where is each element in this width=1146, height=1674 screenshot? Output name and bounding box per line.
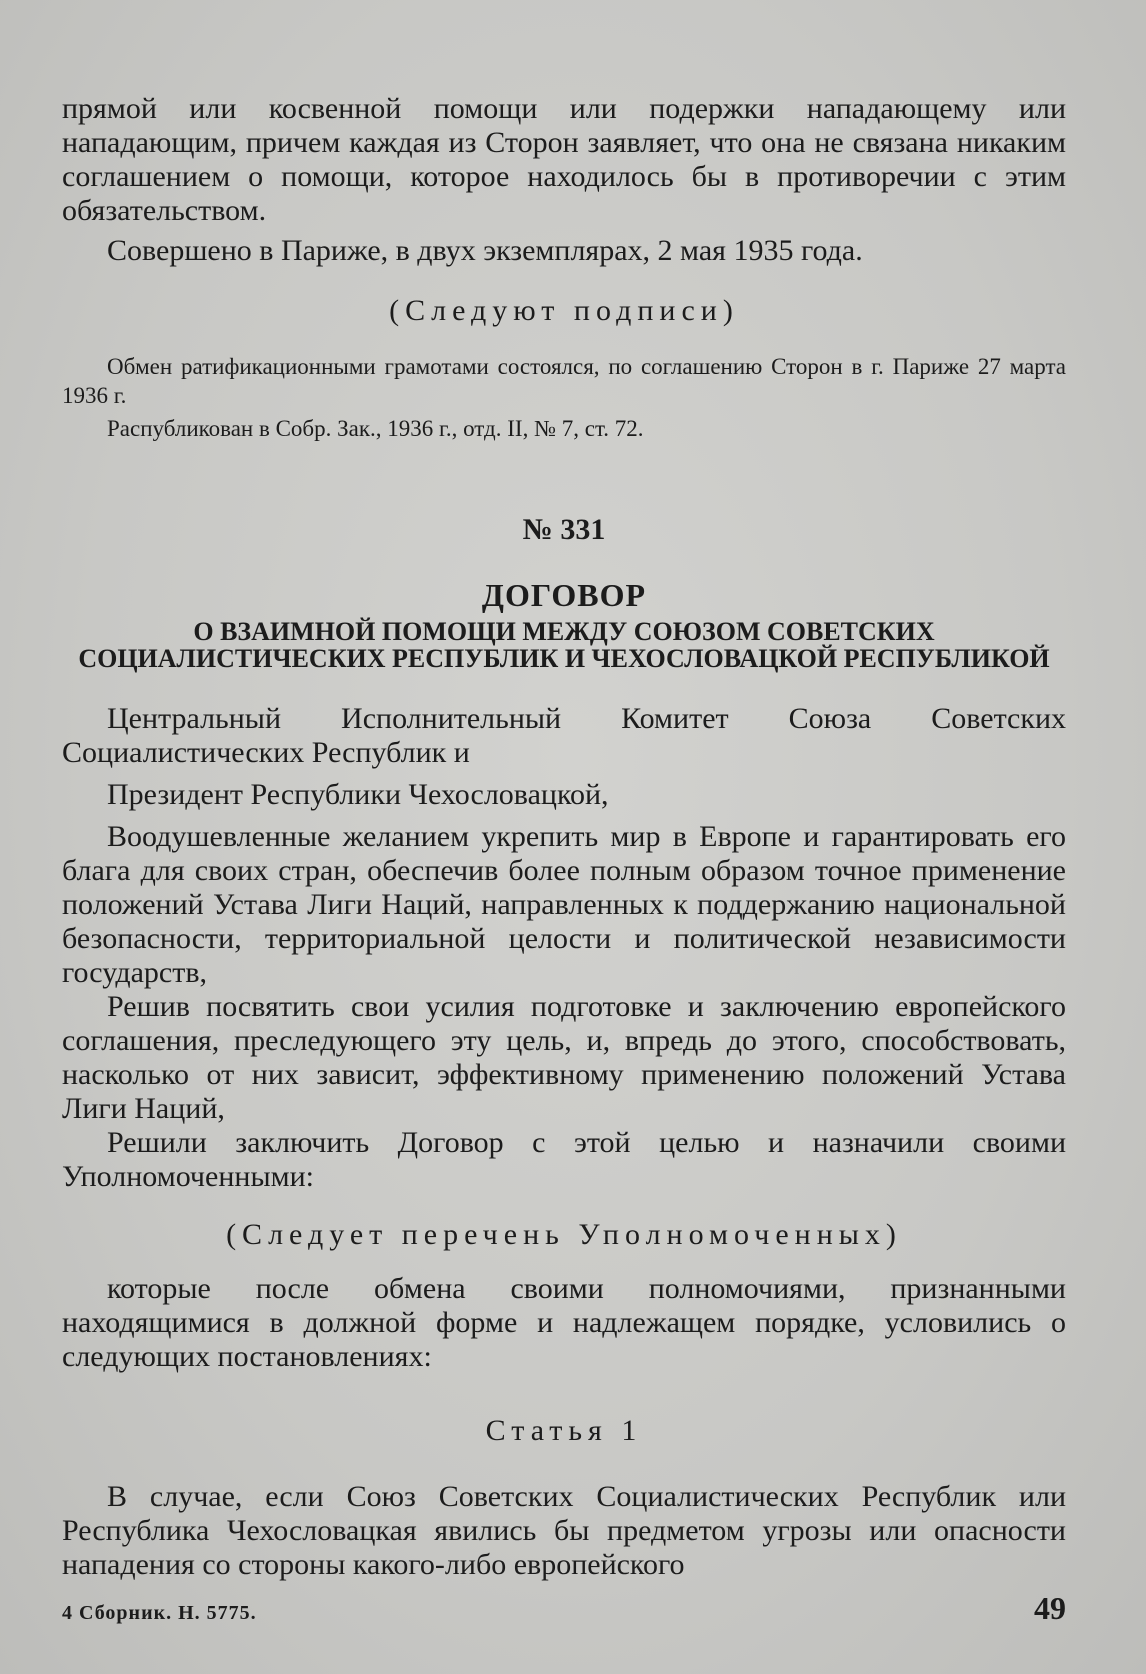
document-number: № 331 xyxy=(522,513,606,546)
article-1-paragraph: В случае, если Союз Советских Социалистических Республик или Республика Чехословацкая явились бы предметом угрозы или опасности нападения со стороны какого-либо европейского xyxy=(62,1480,1066,1581)
document-title: ДОГОВОР xyxy=(481,577,647,613)
printer-signature: 4 Сборник. Н. 5775. xyxy=(62,1602,257,1624)
plenipotentiaries-note: (Следует перечень Уполномоченных) xyxy=(226,1218,902,1251)
preamble-paragraph-4: Решив посвятить свои усилия подготовке и заключению европейского соглашения, преследующего эту цель, и, впредь до этого, способствовать, насколько от них зависит, эффективному применению положений Устава Лиги Наций, xyxy=(62,990,1066,1125)
preamble-paragraph-2: Президент Республики Чехословацкой, xyxy=(107,778,609,811)
done-at-paragraph: Совершено в Париже, в двух экземплярах, 2 мая 1935 года. xyxy=(107,234,863,267)
page-footer xyxy=(62,1590,1066,1627)
document-subtitle: О ВЗАИМНОЙ ПОМОЩИ МЕЖДУ СОЮЗОМ СОВЕТСКИХ СОЦИАЛИСТИЧЕСКИХ РЕСПУБЛИК И ЧЕХОСЛОВАЦКОЙ РЕСПУБЛИКОЙ xyxy=(78,617,1050,673)
page-number: 49 xyxy=(1034,1590,1066,1626)
preamble-paragraph-1: Центральный Исполнительный Комитет Союза Советских Социалистических Республик и xyxy=(62,702,1066,769)
article-heading: Статья 1 xyxy=(485,1414,643,1447)
ratification-note: Обмен ратификационными грамотами состоялся, по соглашению Сторон в г. Париже 27 марта 1936 г. xyxy=(62,354,1066,408)
preamble-paragraph-3: Воодушевленные желанием укрепить мир в Европе и гарантировать его блага для своих стран, обеспечив более полным образом точное применение положений Устава Лиги Наций, направленных к поддержанию национальной безопасности, территориальной целости и политической независимости государств, xyxy=(62,820,1066,989)
preamble-paragraph-5: Решили заключить Договор с этой целью и назначили своими Уполномоченными: xyxy=(62,1126,1066,1193)
text-column xyxy=(62,92,1066,1582)
published-note: Распубликован в Собр. Зак., 1936 г., отд. II, № 7, ст. 72. xyxy=(107,416,644,441)
after-plenipotentiaries-paragraph: которые после обмена своими полномочиями, признанными находящимися в должной форме и надлежащем порядке, условились о следующих постановлениях: xyxy=(62,1272,1066,1373)
continuation-paragraph: прямой или косвенной помощи или подержки нападающему или нападающим, причем каждая из Сторон заявляет, что она не связана никаким соглашением о помощи, которое находилось бы в противоречии с этим обязательством. xyxy=(62,92,1066,227)
signatures-note: (Следуют подписи) xyxy=(389,294,739,327)
